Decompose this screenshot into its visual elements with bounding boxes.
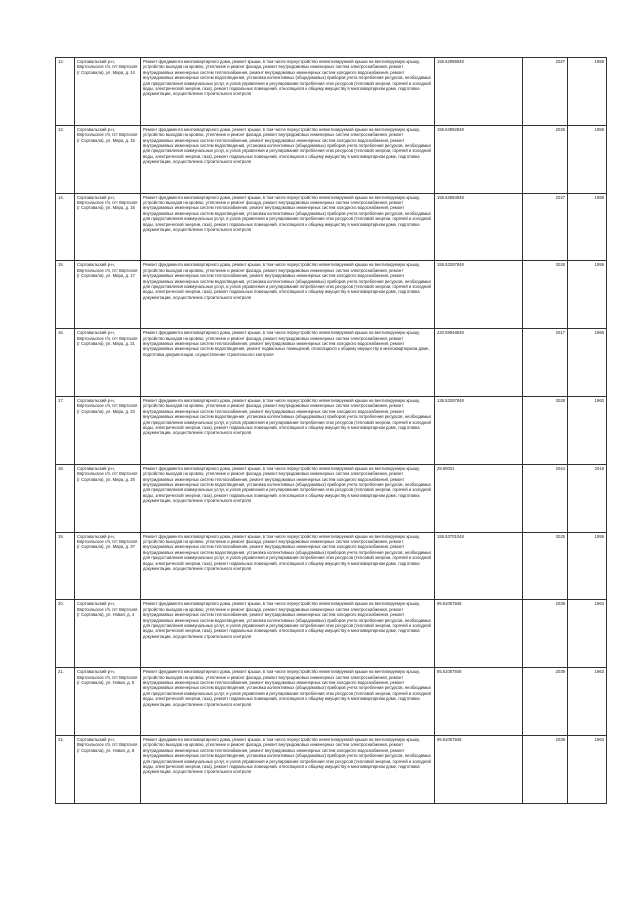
address-cell: Сортавальский р-н, Вяртсильское г/п, пгт Вяртсиля (г Сортавала), ул. Мира, д. 23	[75, 396, 141, 464]
cost-cell: 155.52996848	[435, 58, 523, 126]
planned-year-cell: 2027	[523, 58, 568, 126]
build-year-cell: 1963	[568, 600, 607, 668]
build-year-cell: 2016	[568, 464, 607, 532]
address-cell: Сортавальский р-н, Вяртсильское г/п, пгт Вяртсиля (г Сортавала), ул. Мира, д. 21	[75, 329, 141, 397]
address-cell: Сортавальский р-н, Вяртсильское г/п, пгт Вяртсиля (г Сортавала), ул. Новая, д. 8	[75, 735, 141, 803]
work-list-cell: Ремонт фундамента многоквартирного дома, ремонт крыши, в том числе переустройство невентилируемой крыши на вентилируемую крышу, устройство выходов на кровлю, утепление и ремонт фасада, ремонт внутридомовых инженерных систем электроснабжения, ремонт внутридомовых инженерных систем теплоснабжения, ремонт внутридомовых инженерных систем холодного водоснабжения, ремонт внутридомовых инженерных систем водоотведения, установка коллективных (общедомовых) приборов учета потребления ресурсов, необходимых для предоставления коммунальных услуг, и узлов управления и регулирования потребления этих ресурсов (тепловой энергии, горячей и холодной воды, электрической энергии, газа), ремонт подвальных помещений, относящихся к общему имуществу в многоквартирном доме, подготовка документации, осуществление строительного контроля	[141, 58, 435, 126]
cost-cell: 155.53701048	[435, 532, 523, 600]
table-row	[56, 329, 607, 397]
address-cell: Сортавальский р-н, Вяртсильское г/п, пгт Вяртсиля (г Сортавала), ул. Мира, д. 25	[75, 464, 141, 532]
planned-year-cell: 2039	[523, 735, 568, 803]
planned-year-cell: 2026	[523, 261, 568, 329]
row-number-cell: 19.	[56, 532, 75, 600]
table-row	[56, 58, 607, 126]
table-row	[56, 668, 607, 736]
cost-cell: 155.53297848	[435, 261, 523, 329]
table-row	[56, 532, 607, 600]
row-number-cell: 22.	[56, 735, 75, 803]
repair-program-table	[55, 57, 607, 804]
cost-cell: 28.50031	[435, 464, 523, 532]
work-list-cell: Ремонт фундамента многоквартирного дома, ремонт крыши, в том числе переустройство невентилируемой крыши на вентилируемую крышу, устройство выходов на кровлю, утепление и ремонт фасада, ремонт внутридомовых инженерных систем электроснабжения, ремонт внутридомовых инженерных систем теплоснабжения, ремонт внутридомовых инженерных систем холодного водоснабжения, ремонт внутридомовых инженерных систем водоотведения, установка коллективных (общедомовых) приборов учета потребления ресурсов, необходимых для предоставления коммунальных услуг, и узлов управления и регулирования потребления этих ресурсов (тепловой энергии, горячей и холодной воды, электрической энергии, газа), ремонт подвальных помещений, относящихся к общему имуществу в многоквартирном доме, подготовка документации, осуществление строительного контроля	[141, 735, 435, 803]
table-row	[56, 464, 607, 532]
work-list-cell: Ремонт фундамента многоквартирного дома, ремонт крыши, в том числе переустройство невентилируемой крыши на вентилируемую крышу, устройство выходов на кровлю, утепление и ремонт фасада, ремонт внутридомовых инженерных систем электроснабжения, ремонт внутридомовых инженерных систем теплоснабжения, ремонт внутридомовых инженерных систем холодного водоснабжения, ремонт внутридомовых инженерных систем водоотведения, установка коллективных (общедомовых) приборов учета потребления ресурсов, необходимых для предоставления коммунальных услуг, и узлов управления и регулирования потребления этих ресурсов (тепловой энергии, горячей и холодной воды, электрической энергии, газа), ремонт подвальных помещений, относящихся к общему имуществу в многоквартирном доме, подготовка документации, осуществление строительного контроля	[141, 464, 435, 532]
table-body	[56, 58, 607, 804]
cost-cell: 136.53297848	[435, 396, 523, 464]
table-row	[56, 735, 607, 803]
cost-cell: 155.53992848	[435, 125, 523, 193]
address-cell: Сортавальский р-н, Вяртсильское г/п, пгт Вяртсиля (г Сортавала), ул. Мира, д. 15	[75, 125, 141, 193]
row-number-cell: 15.	[56, 261, 75, 329]
planned-year-cell: 2039	[523, 600, 568, 668]
row-number-cell: 14.	[56, 193, 75, 261]
cost-cell: 95.51057848	[435, 668, 523, 736]
planned-year-cell: 2025	[523, 532, 568, 600]
address-cell: Сортавальский р-н, Вяртсильское г/п, пгт Вяртсиля (г Сортавала), ул. Мира, д. 16	[75, 193, 141, 261]
row-number-cell: 12.	[56, 58, 75, 126]
cost-cell: 220.59948848	[435, 329, 523, 397]
build-year-cell: 1959	[568, 193, 607, 261]
table-row	[56, 600, 607, 668]
build-year-cell: 1958	[568, 125, 607, 193]
build-year-cell: 1959	[568, 532, 607, 600]
row-number-cell: 16.	[56, 329, 75, 397]
work-list-cell: Ремонт фундамента многоквартирного дома, ремонт крыши, в том числе переустройство невентилируемой крыши на вентилируемую крышу, устройство выходов на кровлю, утепление и ремонт фасада, ремонт внутридомовых инженерных систем электроснабжения, ремонт внутридомовых инженерных систем теплоснабжения, ремонт внутридомовых инженерных систем холодного водоснабжения, ремонт внутридомовых инженерных систем водоотведения, установка коллективных (общедомовых) приборов учета потребления ресурсов, необходимых для предоставления коммунальных услуг, и узлов управления и регулирования потребления этих ресурсов (тепловой энергии, горячей и холодной воды, электрической энергии, газа), ремонт подвальных помещений, относящихся к общему имуществу в многоквартирном доме, подготовка документации, осуществление строительного контроля	[141, 261, 435, 329]
table-row	[56, 193, 607, 261]
work-list-cell: Ремонт фундамента многоквартирного дома, ремонт крыши, в том числе переустройство невентилируемой крыши на вентилируемую крышу, устройство выходов на кровлю, утепление и ремонт фасада, ремонт внутридомовых инженерных систем электроснабжения, ремонт внутридомовых инженерных систем теплоснабжения, ремонт внутридомовых инженерных систем холодного водоснабжения, ремонт внутридомовых инженерных систем водоотведения, ремонт подвальных помещений, относящихся к общему имуществу в многоквартирном доме, подготовка документации, осуществление строительного контроля	[141, 329, 435, 397]
work-list-cell: Ремонт фундамента многоквартирного дома, ремонт крыши, в том числе переустройство невентилируемой крыши на вентилируемую крышу, устройство выходов на кровлю, утепление и ремонт фасада, ремонт внутридомовых инженерных систем электроснабжения, ремонт внутридомовых инженерных систем теплоснабжения, ремонт внутридомовых инженерных систем холодного водоснабжения, ремонт внутридомовых инженерных систем водоотведения, установка коллективных (общедомовых) приборов учета потребления ресурсов, необходимых для предоставления коммунальных услуг, и узлов управления и регулирования потребления этих ресурсов (тепловой энергии, горячей и холодной воды, электрической энергии, газа), ремонт подвальных помещений, относящихся к общему имуществу в многоквартирном доме, подготовка документации, осуществление строительного контроля	[141, 396, 435, 464]
work-list-cell: Ремонт фундамента многоквартирного дома, ремонт крыши, в том числе переустройство невентилируемой крыши на вентилируемую крышу, устройство выходов на кровлю, утепление и ремонт фасада, ремонт внутридомовых инженерных систем электроснабжения, ремонт внутридомовых инженерных систем теплоснабжения, ремонт внутридомовых инженерных систем холодного водоснабжения, ремонт внутридомовых инженерных систем водоотведения, установка коллективных (общедомовых) приборов учета потребления ресурсов, необходимых для предоставления коммунальных услуг, и узлов управления и регулирования потребления этих ресурсов (тепловой энергии, горячей и холодной воды, электрической энергии, газа), ремонт подвальных помещений, относящихся к общему имуществу в многоквартирном доме, подготовка документации, осуществление строительного контроля	[141, 125, 435, 193]
work-list-cell: Ремонт фундамента многоквартирного дома, ремонт крыши, в том числе переустройство невентилируемой крыши на вентилируемую крышу, устройство выходов на кровлю, утепление и ремонт фасада, ремонт внутридомовых инженерных систем электроснабжения, ремонт внутридомовых инженерных систем теплоснабжения, ремонт внутридомовых инженерных систем холодного водоснабжения, ремонт внутридомовых инженерных систем водоотведения, установка коллективных (общедомовых) приборов учета потребления ресурсов, необходимых для предоставления коммунальных услуг, и узлов управления и регулирования потребления этих ресурсов (тепловой энергии, горячей и холодной воды, электрической энергии, газа), ремонт подвальных помещений, относящихся к общему имуществу в многоквартирном доме, подготовка документации, осуществление строительного контроля	[141, 193, 435, 261]
work-list-cell: Ремонт фундамента многоквартирного дома, ремонт крыши, в том числе переустройство невентилируемой крыши на вентилируемую крышу, устройство выходов на кровлю, утепление и ремонт фасада, ремонт внутридомовых инженерных систем электроснабжения, ремонт внутридомовых инженерных систем теплоснабжения, ремонт внутридомовых инженерных систем холодного водоснабжения, ремонт внутридомовых инженерных систем водоотведения, установка коллективных (общедомовых) приборов учета потребления ресурсов, необходимых для предоставления коммунальных услуг, и узлов управления и регулирования потребления этих ресурсов (тепловой энергии, горячей и холодной воды, электрической энергии, газа), ремонт подвальных помещений, относящихся к общему имуществу в многоквартирном доме, подготовка документации, осуществление строительного контроля	[141, 532, 435, 600]
address-cell: Сортавальский р-н, Вяртсильское г/п, пгт Вяртсиля (г Сортавала), ул. Новая, д. 6	[75, 668, 141, 736]
table-row	[56, 125, 607, 193]
planned-year-cell: 2028	[523, 396, 568, 464]
address-cell: Сортавальский р-н, Вяртсильское г/п, пгт Вяртсиля (г Сортавала), ул. Новая, д. 4	[75, 600, 141, 668]
build-year-cell: 1963	[568, 668, 607, 736]
build-year-cell: 1963	[568, 735, 607, 803]
build-year-cell: 1963	[568, 396, 607, 464]
cost-cell: 155.52994848	[435, 193, 523, 261]
row-number-cell: 18.	[56, 464, 75, 532]
build-year-cell: 1959	[568, 261, 607, 329]
row-number-cell: 20.	[56, 600, 75, 668]
address-cell: Сортавальский р-н, Вяртсильское г/п, пгт Вяртсиля (г Сортавала), ул. Мира, д. 14	[75, 58, 141, 126]
build-year-cell: 1959	[568, 58, 607, 126]
row-number-cell: 17.	[56, 396, 75, 464]
row-number-cell: 13.	[56, 125, 75, 193]
cost-cell: 95.51057848	[435, 600, 523, 668]
address-cell: Сортавальский р-н, Вяртсильское г/п, пгт Вяртсиля (г Сортавала), ул. Мира, д. 17	[75, 261, 141, 329]
cost-cell: 95.51057848	[435, 735, 523, 803]
work-list-cell: Ремонт фундамента многоквартирного дома, ремонт крыши, в том числе переустройство невентилируемой крыши на вентилируемую крышу, устройство выходов на кровлю, утепление и ремонт фасада, ремонт внутридомовых инженерных систем электроснабжения, ремонт внутридомовых инженерных систем теплоснабжения, ремонт внутридомовых инженерных систем холодного водоснабжения, ремонт внутридомовых инженерных систем водоотведения, установка коллективных (общедомовых) приборов учета потребления ресурсов, необходимых для предоставления коммунальных услуг, и узлов управления и регулирования потребления этих ресурсов (тепловой энергии, горячей и холодной воды, электрической энергии, газа), ремонт подвальных помещений, относящихся к общему имуществу в многоквартирном доме, подготовка документации, осуществление строительного контроля	[141, 668, 435, 736]
table-row	[56, 261, 607, 329]
planned-year-cell: 2017	[523, 329, 568, 397]
planned-year-cell: 2027	[523, 193, 568, 261]
work-list-cell: Ремонт фундамента многоквартирного дома, ремонт крыши, в том числе переустройство невентилируемой крыши на вентилируемую крышу, устройство выходов на кровлю, утепление и ремонт фасада, ремонт внутридомовых инженерных систем электроснабжения, ремонт внутридомовых инженерных систем теплоснабжения, ремонт внутридомовых инженерных систем холодного водоснабжения, ремонт внутридомовых инженерных систем водоотведения, установка коллективных (общедомовых) приборов учета потребления ресурсов, необходимых для предоставления коммунальных услуг, и узлов управления и регулирования потребления этих ресурсов (тепловой энергии, горячей и холодной воды, электрической энергии, газа), ремонт подвальных помещений, относящихся к общему имуществу в многоквартирном доме, подготовка документации, осуществление строительного контроля	[141, 600, 435, 668]
planned-year-cell: 2044	[523, 464, 568, 532]
table-row	[56, 396, 607, 464]
planned-year-cell: 2039	[523, 668, 568, 736]
address-cell: Сортавальский р-н, Вяртсильское г/п, пгт Вяртсиля (г Сортавала), ул. Мира, д. 37	[75, 532, 141, 600]
planned-year-cell: 2026	[523, 125, 568, 193]
row-number-cell: 21.	[56, 668, 75, 736]
build-year-cell: 1966	[568, 329, 607, 397]
